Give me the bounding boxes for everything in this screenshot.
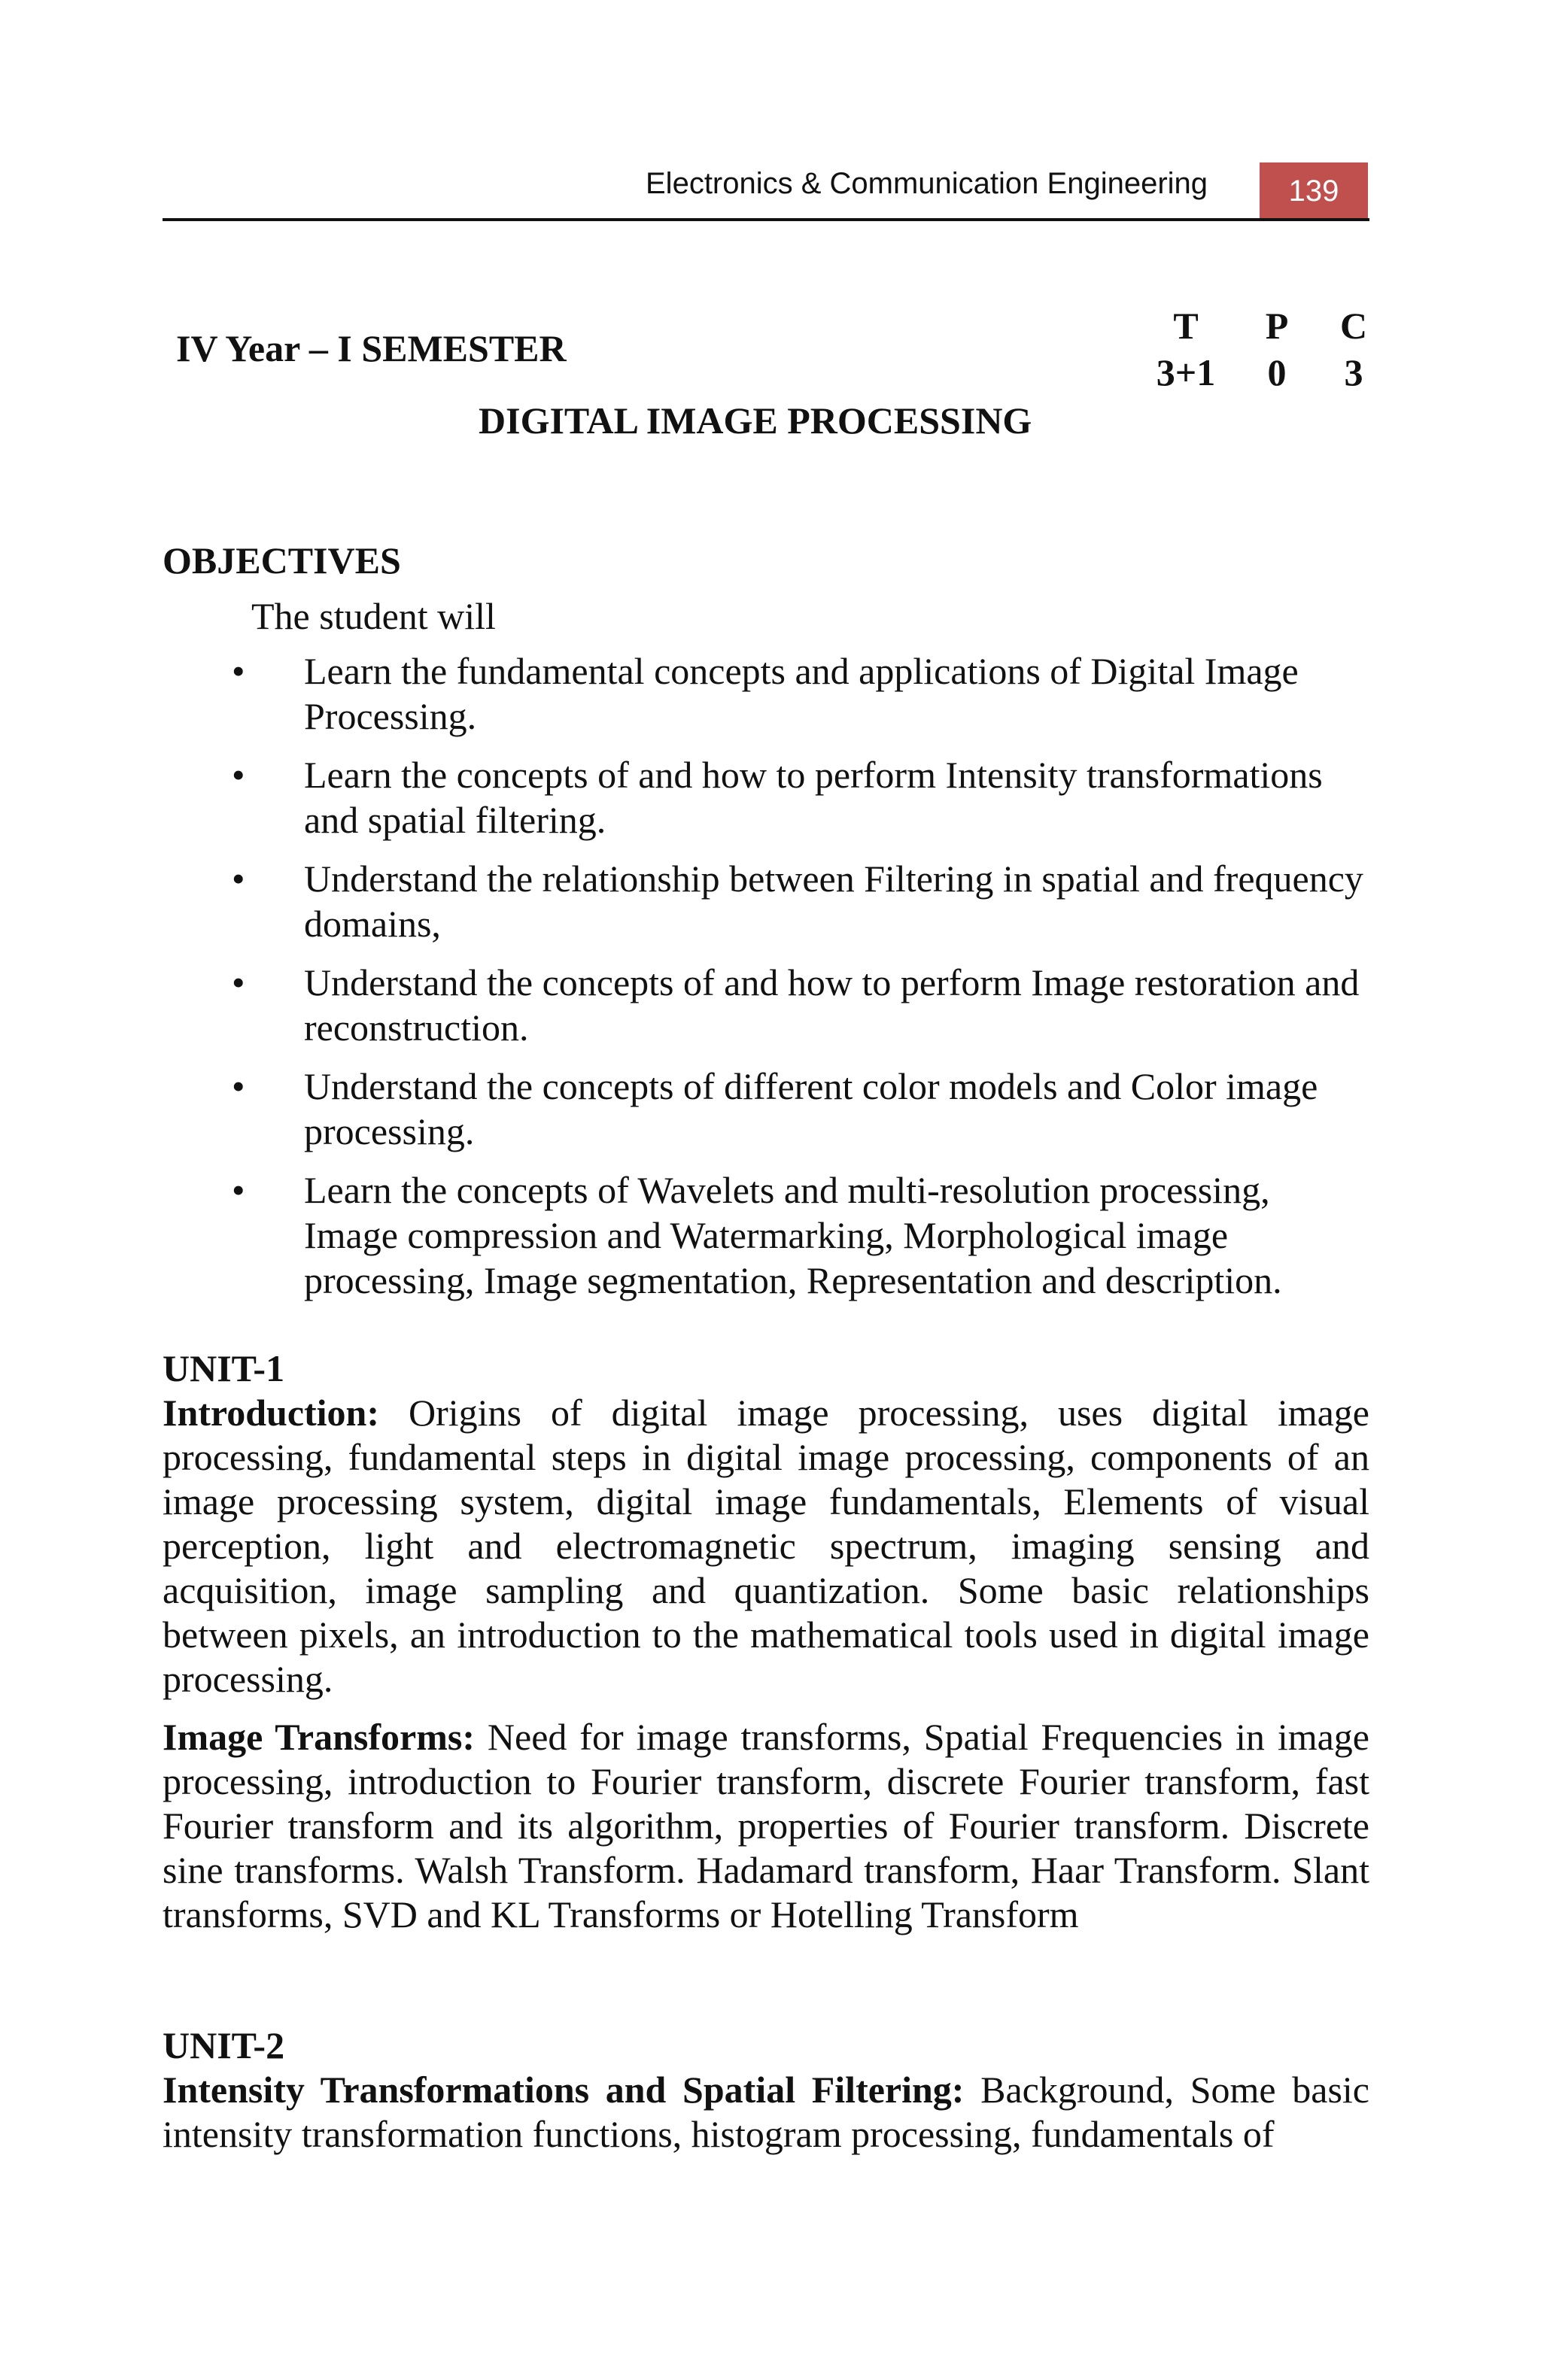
objective-item (226, 1167, 1369, 1303)
bullet-icon: • (232, 1169, 245, 1211)
bullet-icon: • (232, 858, 245, 900)
bullet-icon: • (232, 961, 245, 1003)
unit-2-section (163, 2023, 1369, 2157)
objective-text: Understand the relationship between Filtering in spatial and frequency domains, (304, 858, 1363, 945)
tpc-value-t: 3+1 (1156, 351, 1216, 393)
objective-text: Learn the concepts of and how to perform Intensity transformations and spatial filtering. (304, 754, 1323, 841)
unit-2-heading: UNIT-2 (163, 2024, 285, 2066)
tpc-value-c: 3 (1344, 351, 1363, 393)
unit-1-paragraph-intro (163, 1391, 1369, 1702)
objective-item (226, 960, 1369, 1050)
objective-item (226, 648, 1369, 739)
unit-1-section (163, 1346, 1369, 1937)
header-divider (163, 218, 1369, 221)
unit-1-heading: UNIT-1 (163, 1347, 285, 1389)
unit-2-intensity-lead: Intensity Transformations and Spatial Filtering: (163, 2069, 965, 2111)
unit-1-transforms-lead: Image Transforms: (163, 1716, 475, 1758)
unit-2-paragraph-intensity (163, 2068, 1369, 2157)
objectives-heading: OBJECTIVES (163, 539, 401, 581)
unit-1-paragraph-transforms (163, 1715, 1369, 1937)
running-header-title: Electronics & Communication Engineering (646, 167, 1208, 200)
objective-item (226, 752, 1369, 842)
bullet-icon: • (232, 1065, 245, 1107)
tpc-header-p: P (1265, 305, 1289, 347)
objective-item (226, 1064, 1369, 1154)
tpc-value-p: 0 (1267, 351, 1287, 393)
unit-1-intro-lead: Introduction: (163, 1392, 380, 1434)
objective-item (226, 856, 1369, 946)
objectives-list (226, 648, 1369, 1316)
bullet-icon: • (232, 650, 245, 692)
unit-1-intro-text: Origins of digital image processing, uses digital image processing, fundamental steps in digital image processing, components of an image processing system, digital image fundamentals, Elements of visual perception, light and electromagnetic spectrum, imaging sensing and acquisition, image sampling and quantization. Some basic relationships between pixels, an introduction to the mathematical tools used in digital image processing. (163, 1392, 1369, 1700)
tpc-header-t: T (1173, 305, 1199, 347)
objective-text: Learn the fundamental concepts and applications of Digital Image Processing. (304, 650, 1299, 737)
bullet-icon: • (232, 754, 245, 796)
unit-1-transforms-text: Need for image transforms, Spatial Frequencies in image processing, introduction to Fourier transform, discrete Fourier transform, fast Fourier transform and its algorithm, properties of Fourier transform. Discrete sine transforms. Walsh Transform. Hadamard transform, Haar Transform. Slant transforms, SVD and KL Transforms or Hotelling Transform (163, 1716, 1369, 1935)
year-semester-label: IV Year – I SEMESTER (176, 327, 567, 369)
course-title: DIGITAL IMAGE PROCESSING (479, 399, 1032, 442)
objective-text: Understand the concepts of different color models and Color image processing. (304, 1065, 1318, 1152)
tpc-header-c: C (1339, 305, 1368, 347)
objective-text: Understand the concepts of and how to perform Image restoration and reconstruction. (304, 961, 1360, 1049)
objective-text: Learn the concepts of Wavelets and multi-resolution processing, Image compression and Watermarking, Morphological image processing, Image segmentation, Representation and description. (304, 1169, 1282, 1301)
objectives-intro: The student will (251, 595, 496, 637)
page-number-badge: 139 (1260, 162, 1368, 220)
unit-2-intensity-text: Background, Some basic intensity transformation functions, histogram processing, fundamentals of (163, 2069, 1369, 2155)
